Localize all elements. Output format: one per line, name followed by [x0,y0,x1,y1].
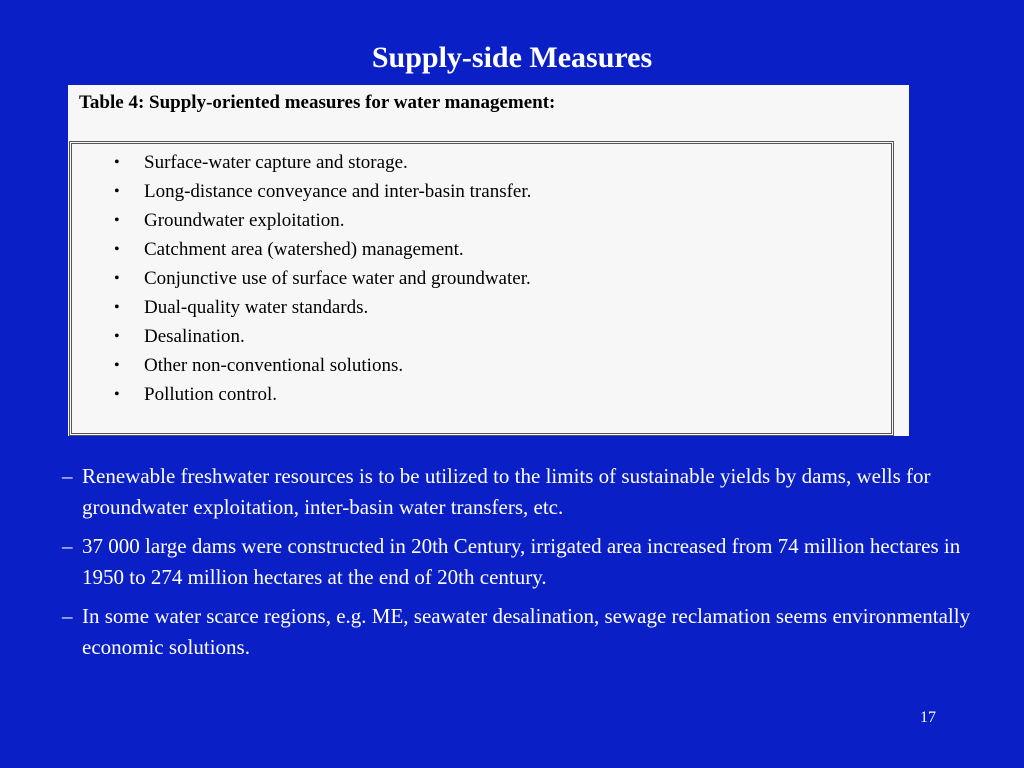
bullet-icon: • [114,241,120,258]
note-item [62,461,1002,523]
measure-item [72,293,531,322]
measure-item [72,177,531,206]
measure-label: Surface-water capture and storage. [144,152,408,173]
note-text: Renewable freshwater resources is to be utilized to the limits of sustainable yields by dams, wells for groundwater exploitation, inter-basin water transfers, etc. [82,464,931,519]
note-item [62,601,1002,663]
dash-icon: – [62,604,73,628]
measure-label: Desalination. [144,326,245,347]
measure-label: Groundwater exploitation. [144,210,345,231]
table-caption: Table 4: Supply-oriented measures for water management: [79,92,556,113]
measure-label: Conjunctive use of surface water and groundwater. [144,268,531,289]
page-number: 17 [920,709,936,726]
measure-item [72,380,531,409]
measure-label: Dual-quality water standards. [144,297,369,318]
dash-icon: – [62,534,73,558]
dash-icon: – [62,464,73,488]
note-text: 37 000 large dams were constructed in 20th Century, irrigated area increased from 74 million hectares in 1950 to 274 million hectares at the end of 20th century. [82,534,961,589]
note-text: In some water scarce regions, e.g. ME, seawater desalination, sewage reclamation seems environmentally economic solutions. [82,604,971,659]
bullet-icon: • [114,183,120,200]
measure-item [72,322,531,351]
notes-list [62,461,1002,663]
measure-item [72,206,531,235]
measure-label: Other non-conventional solutions. [144,355,404,376]
measures-list [72,148,531,409]
bullet-icon: • [114,270,120,287]
bullet-icon: • [114,357,120,374]
measures-list-frame [69,141,894,436]
bullet-icon: • [114,328,120,345]
measure-item [72,351,531,380]
bullet-icon: • [114,299,120,316]
measure-item [72,148,531,177]
measure-item [72,235,531,264]
measure-label: Catchment area (watershed) management. [144,239,464,260]
note-item [62,531,1002,593]
slide-title: Supply-side Measures [371,41,653,74]
bullet-icon: • [114,212,120,229]
measure-label: Long-distance conveyance and inter-basin transfer. [144,181,532,202]
measure-item [72,264,531,293]
bullet-icon: • [114,154,120,171]
bullet-icon: • [114,386,120,403]
measure-label: Pollution control. [144,384,277,405]
measures-table [68,85,909,436]
